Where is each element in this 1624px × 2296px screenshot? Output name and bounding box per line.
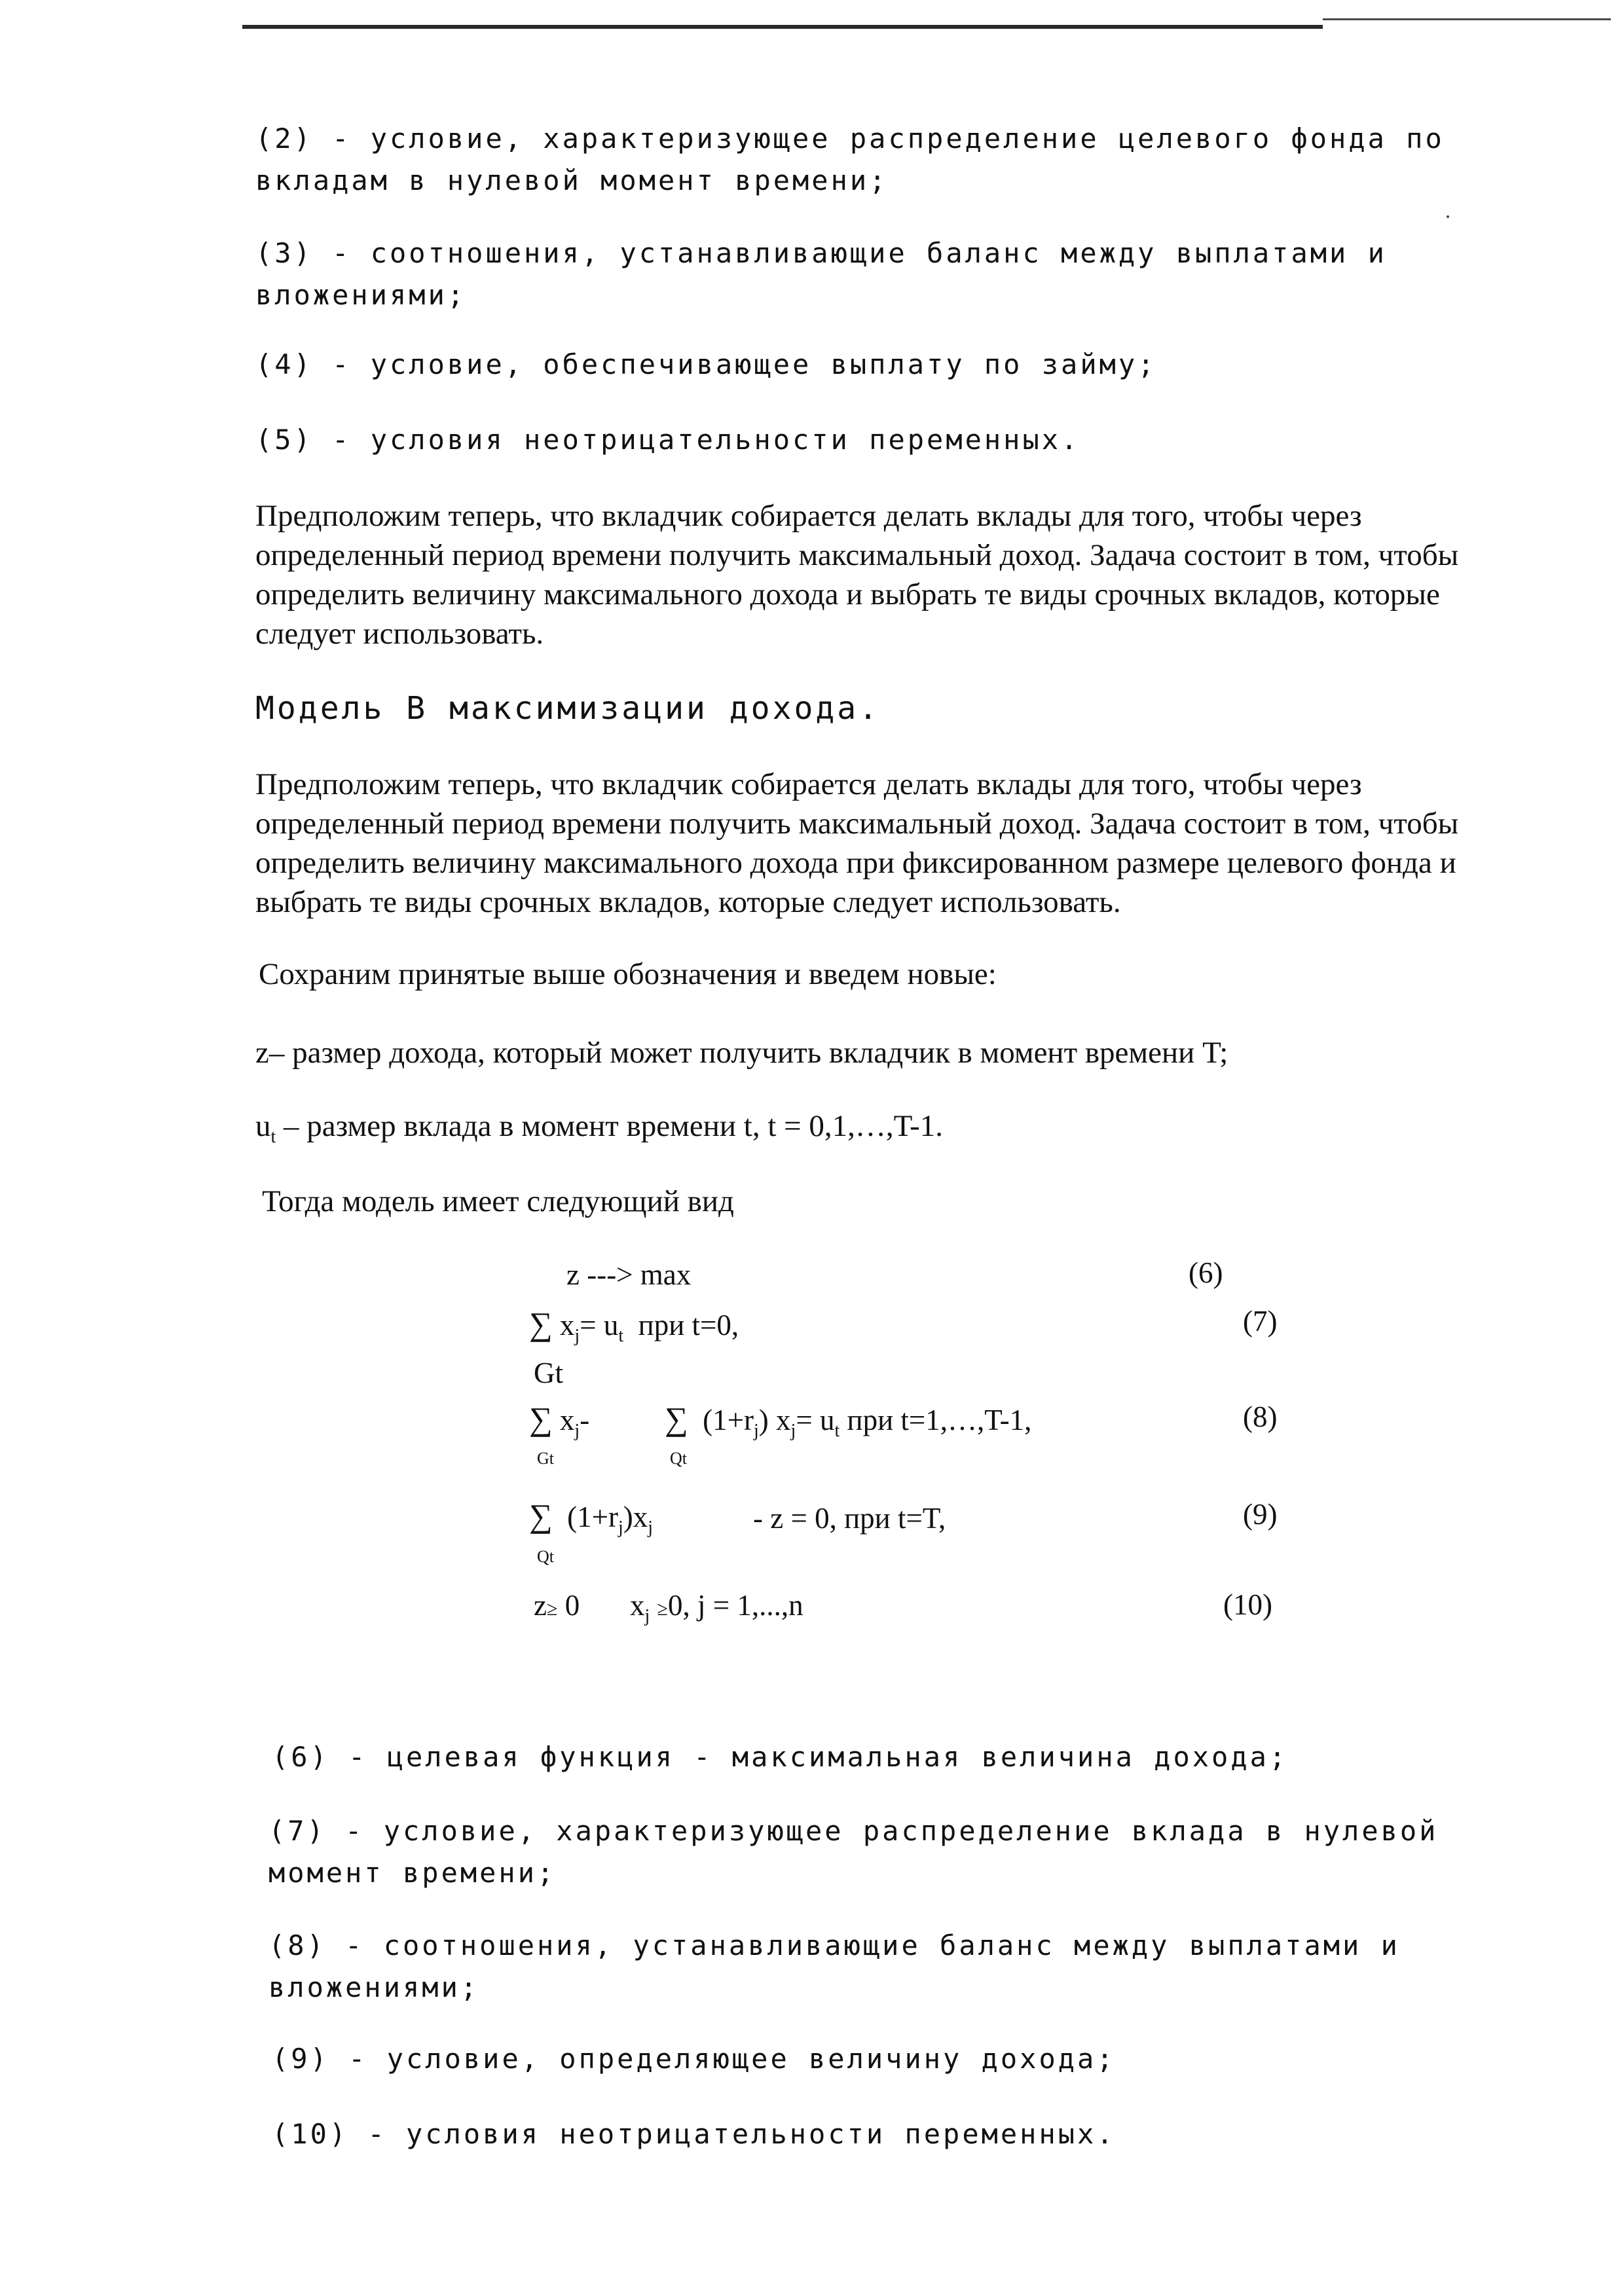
sigma-symbol: ∑ — [665, 1400, 688, 1437]
condition-text: - соотношения, устанавливающие баланс между выплатами и вложениями; — [255, 237, 1407, 311]
condition-label: (10) — [272, 2118, 349, 2150]
eq10-zero: 0 — [564, 1589, 580, 1622]
eq9-coef: (1+r — [567, 1501, 619, 1533]
notation-z: z– размер дохода, который может получить вкладчик в момент времени T; — [255, 1036, 1228, 1070]
eq10-rest: 0, j = 1,...,n — [668, 1589, 803, 1622]
eq9-sub-j2: j — [648, 1518, 654, 1538]
eq7-sub-t: t — [618, 1326, 624, 1346]
sigma-symbol: ∑ — [529, 1400, 553, 1437]
condition-2 — [255, 118, 1500, 202]
equation-6 — [566, 1260, 691, 1290]
sigma-symbol: ∑ — [529, 1305, 553, 1342]
eq8-sub-t: t — [834, 1421, 840, 1441]
condition-10 — [272, 2113, 1516, 2155]
eq10-x: x — [630, 1589, 645, 1622]
eq10-sub-j: j — [644, 1606, 650, 1626]
condition-label: (5) — [255, 424, 313, 456]
equation-10-number: (10) — [1223, 1588, 1272, 1621]
eq7-sub-j: j — [574, 1326, 580, 1346]
eq8-cond: при t=1,…,T-1, — [847, 1404, 1032, 1436]
eq7-set-label: Gt — [534, 1357, 563, 1389]
intro-paragraph: Предположим теперь, что вкладчик собирается делать вклады для того, чтобы через определенный период времени получить максимальный доход. Задача состоит в том, чтобы определить величину максимального дохода и выбрать те виды срочных вкладов, которые следует использовать. — [255, 499, 1459, 651]
eq7-x: x — [559, 1309, 575, 1341]
equation-8-rhs — [665, 1400, 1032, 1441]
eq9-sub-j1: j — [618, 1518, 623, 1538]
notation-u — [255, 1106, 1526, 1150]
equation-10-rhs — [630, 1589, 803, 1626]
eq8-sub-j3: j — [790, 1421, 796, 1441]
notation-intro: Сохраним принятые выше обозначения и введем новые: — [259, 957, 997, 991]
condition-label: (6) — [272, 1741, 329, 1773]
top-rule-right — [1323, 18, 1611, 20]
condition-text: - условия неотрицательности переменных. — [367, 2118, 1116, 2150]
condition-text: - целевая функция - максимальная величина дохода; — [348, 1741, 1289, 1773]
eq10-ge2: ≥ — [657, 1598, 668, 1620]
condition-text: - условие, характеризующее распределение вклада в нулевой момент времени; — [268, 1815, 1458, 1889]
condition-text: - условие, характеризующее распределение целевого фонда по вкладам в нулевой момент времени; — [255, 122, 1464, 196]
u-symbol: u — [255, 1109, 271, 1143]
model-heading: Модель В максимизации дохода. — [255, 690, 881, 727]
condition-label: (4) — [255, 348, 313, 380]
condition-8 — [268, 1925, 1513, 2009]
eq10-ge1: ≥ — [546, 1598, 558, 1620]
scan-speck — [1447, 215, 1449, 218]
condition-text: - соотношения, устанавливающие баланс между выплатами и вложениями; — [268, 1929, 1420, 2003]
equation-7 — [529, 1305, 739, 1346]
eq7-cond: при t=0, — [638, 1309, 739, 1341]
model-form-intro: Тогда модель имеет следующий вид — [262, 1184, 734, 1218]
u-description: – размер вклада в момент времени t, t = 0,1,…,T-1. — [276, 1109, 943, 1143]
eq8-sub-j1: j — [574, 1421, 580, 1441]
equation-8-number: (8) — [1243, 1400, 1278, 1433]
condition-text: - условие, определяющее величину дохода; — [348, 2043, 1116, 2075]
condition-label: (8) — [268, 1929, 326, 1961]
eq9-set-qt: Qt — [537, 1547, 554, 1566]
condition-7 — [268, 1810, 1513, 1894]
equation-10 — [534, 1591, 580, 1620]
eq8-x: x — [559, 1404, 575, 1436]
eq8-minus: - — [580, 1404, 590, 1436]
condition-text: - условия неотрицательности переменных. — [332, 424, 1080, 456]
condition-label: (7) — [268, 1815, 326, 1847]
sigma-symbol: ∑ — [529, 1497, 553, 1534]
u-subscript: t — [270, 1127, 276, 1147]
eq8-eq: = u — [796, 1404, 835, 1436]
eq8-close: ) x — [758, 1404, 791, 1436]
eq8-set-qt: Qt — [670, 1449, 687, 1468]
equation-8 — [529, 1400, 590, 1441]
eq9-rest: - z = 0, при t=T, — [753, 1502, 946, 1535]
model-paragraph: Предположим теперь, что вкладчик собирается делать вклады для того, чтобы через определенный период времени получить максимальный доход. Задача состоит в том, чтобы определить величину максимального дохода при фиксированном размере целевого фонда и выбрать те виды срочных вкладов, которые следует использовать. — [255, 767, 1459, 919]
equation-9-number: (9) — [1243, 1498, 1278, 1531]
condition-label: (3) — [255, 237, 313, 269]
condition-6 — [272, 1736, 1516, 1778]
condition-text: - условие, обеспечивающее выплату по займу; — [332, 348, 1157, 380]
eq8-coef: (1+r — [703, 1404, 754, 1436]
condition-5 — [255, 419, 1500, 461]
eq10-z: z — [534, 1589, 547, 1622]
eq8-set-gt: Gt — [537, 1449, 554, 1468]
equation-9 — [529, 1497, 654, 1538]
condition-label: (9) — [272, 2043, 329, 2075]
equation-7-number: (7) — [1243, 1305, 1278, 1338]
equation-6-number: (6) — [1189, 1256, 1223, 1289]
condition-9 — [272, 2038, 1516, 2080]
eq7-eq: = u — [580, 1309, 619, 1341]
equation-6-expr: z ---> max — [566, 1258, 692, 1291]
condition-3 — [255, 232, 1500, 316]
eq8-sub-j2: j — [754, 1421, 759, 1441]
eq9-close: )x — [623, 1501, 648, 1533]
top-rule — [242, 25, 1323, 29]
condition-label: (2) — [255, 122, 313, 155]
condition-4 — [255, 344, 1500, 386]
